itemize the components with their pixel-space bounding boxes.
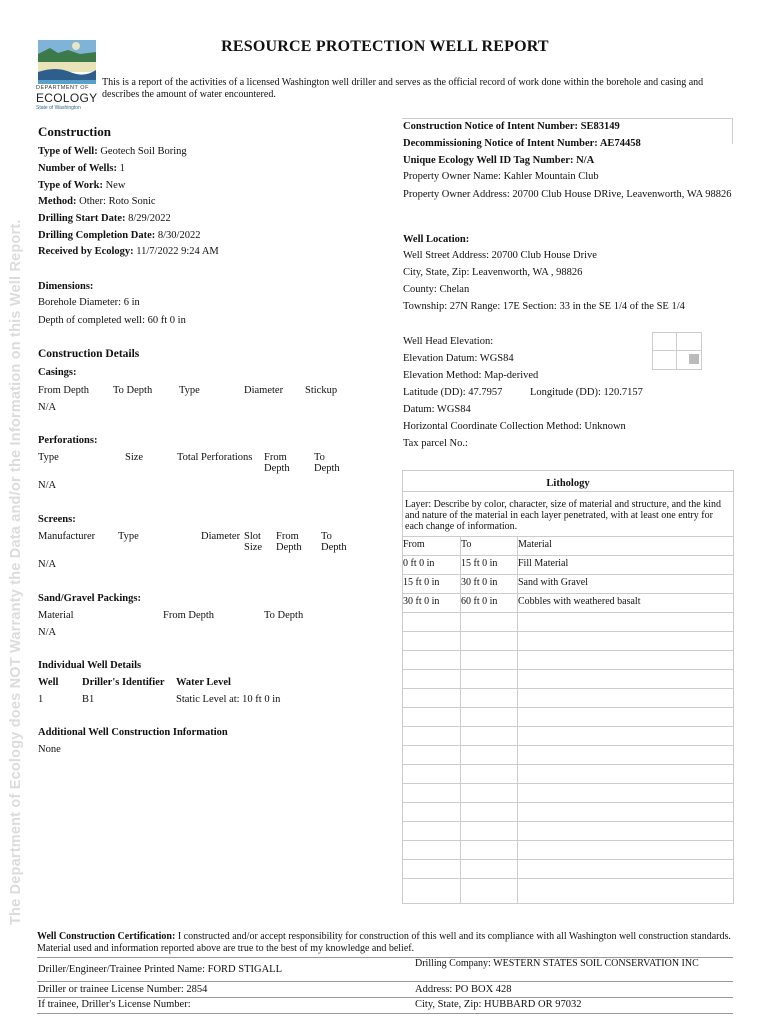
lithology-material: Sand with Gravel <box>518 577 588 588</box>
lithology-header-row <box>403 536 733 555</box>
perfs-header-from: From Depth <box>264 452 290 474</box>
section-grid <box>652 332 702 370</box>
screens-header-diameter: Diameter <box>201 531 241 542</box>
lithology-from: 15 ft 0 in <box>403 577 440 588</box>
screens-header-manufacturer: Manufacturer <box>38 531 96 542</box>
num-label: Number of Wells: <box>38 163 117 174</box>
intro-text: This is a report of the activities of a licensed Washington well driller and serves as the official record of work done within the borehole and casing and describes the amount of water encountered. <box>102 77 704 100</box>
certification-text <box>37 931 737 954</box>
lithology-to: 30 ft 0 in <box>461 577 498 588</box>
logo-line3: State of Washington <box>36 105 81 111</box>
footer-rule-2 <box>37 981 733 982</box>
tax-parcel: Tax parcel No.: <box>403 438 468 449</box>
table-row <box>403 688 733 707</box>
completed-depth: Depth of completed well: 60 ft 0 in <box>38 315 186 326</box>
lithology-heading: Lithology <box>403 471 733 492</box>
table-row <box>403 631 733 650</box>
table-row <box>403 555 733 574</box>
footer-rule-3 <box>37 997 733 998</box>
table-row <box>403 783 733 802</box>
lithology-description: Layer: Describe by color, character, size of material and structure, and the kind and nature of the material in each layer penetrated, with at least one entry for each change of information. <box>405 499 722 532</box>
received-date <box>38 246 219 257</box>
drilling-company: Drilling Company: WESTERN STATES SOIL CONSERVATION INC <box>415 958 699 969</box>
lithology-material: Cobbles with weathered basalt <box>518 596 641 607</box>
company-address: Address: PO BOX 428 <box>415 984 512 995</box>
individual-header-water: Water Level <box>176 677 231 688</box>
well-location-heading: Well Location: <box>403 234 470 245</box>
well-city: City, State, Zip: Leavenworth, WA , 98826 <box>403 267 583 278</box>
table-row <box>403 745 733 764</box>
work-value: New <box>105 180 126 191</box>
certification-label: Well Construction Certification: <box>37 931 176 942</box>
company-city: City, State, Zip: HUBBARD OR 97032 <box>415 999 582 1010</box>
lithology-material: Fill Material <box>518 558 569 569</box>
table-row <box>403 726 733 745</box>
individual-driller-id: B1 <box>82 694 95 705</box>
dimensions-heading: Dimensions: <box>38 281 94 292</box>
lithology-from: 30 ft 0 in <box>403 596 440 607</box>
logo-line1: DEPARTMENT OF <box>36 85 89 91</box>
grid-horizontal-line <box>653 350 701 351</box>
work-label: Type of Work: <box>38 180 103 191</box>
longitude: Longitude (DD): 120.7157 <box>530 387 643 398</box>
table-row <box>403 764 733 783</box>
num-value: 1 <box>119 163 125 174</box>
casings-header-type: Type <box>179 385 200 396</box>
sand-header-from: From Depth <box>163 610 215 621</box>
construction-details-heading: Construction Details <box>38 348 140 360</box>
lithology-to: 15 ft 0 in <box>461 558 498 569</box>
additional-value: None <box>38 744 61 755</box>
screens-header-to: To Depth <box>321 531 347 553</box>
well-street: Well Street Address: 20700 Club House Drive <box>403 250 597 261</box>
trainee-license: If trainee, Driller's License Number: <box>38 999 191 1010</box>
sand-label: Sand/Gravel Packings: <box>38 593 141 604</box>
table-row <box>403 878 733 897</box>
certification-body: I constructed and/or accept responsibility for construction of this well and its compliance with all Washington well construction standards. Material used and information reported above are true to the best of my knowledge and belief. <box>37 931 731 954</box>
method-label: Method: <box>38 196 77 207</box>
perfs-header-size: Size <box>125 452 144 463</box>
comp-value: 8/30/2022 <box>157 230 201 241</box>
screens-value: N/A <box>38 559 57 570</box>
lithology-from: 0 ft 0 in <box>403 558 435 569</box>
number-of-wells <box>38 163 125 174</box>
screens-header-from: From Depth <box>276 531 302 553</box>
sand-header-to: To Depth <box>264 610 304 621</box>
lithology-header-to: To <box>461 539 472 550</box>
lithology-header-material: Material <box>518 539 552 550</box>
sand-header-material: Material <box>38 610 74 621</box>
sand-value: N/A <box>38 627 57 638</box>
perforations-label: Perforations: <box>38 435 98 446</box>
logo-line2: ECOLOGY <box>36 91 98 105</box>
driller-printed-name: Driller/Engineer/Trainee Printed Name: FORD STIGALL <box>38 964 282 975</box>
perfs-header-type: Type <box>38 452 59 463</box>
casings-label: Casings: <box>38 367 77 378</box>
perfs-header-to: To Depth <box>314 452 340 474</box>
method-value: Other: Roto Sonic <box>79 196 156 207</box>
table-row <box>403 612 733 631</box>
grid-vertical-line <box>676 333 677 369</box>
screens-header-slot: Slot Size <box>244 531 263 553</box>
recv-label: Received by Ecology: <box>38 246 134 257</box>
table-row <box>403 859 733 878</box>
table-row <box>403 669 733 688</box>
type-of-work <box>38 180 125 191</box>
lithology-to: 60 ft 0 in <box>461 596 498 607</box>
individual-well-num: 1 <box>38 694 44 705</box>
elevation-method: Elevation Method: Map-derived <box>403 370 539 381</box>
individual-header-identifier: Driller's Identifier <box>82 677 165 688</box>
type-label: Type of Well: <box>38 146 98 157</box>
construction-heading: Construction <box>38 124 111 139</box>
property-owner-address: Property Owner Address: 20700 Club House DRive, Leavenworth, WA 98826 <box>403 189 732 200</box>
footer-rule-4 <box>37 1013 733 1014</box>
table-row <box>403 802 733 821</box>
horizontal-method: Horizontal Coordinate Collection Method: Unknown <box>403 421 626 432</box>
notice-number: Construction Notice of Intent Number: SE83149 <box>403 121 620 132</box>
grid-location-marker <box>689 354 699 364</box>
completion-date <box>38 230 200 241</box>
borehole-diameter: Borehole Diameter: 6 in <box>38 297 140 308</box>
table-row <box>403 593 733 612</box>
well-county: County: Chelan <box>403 284 470 295</box>
perfs-header-total: Total Perforations <box>177 452 253 463</box>
well-head-elevation: Well Head Elevation: <box>403 336 494 347</box>
driller-license: Driller or trainee License Number: 2854 <box>38 984 208 995</box>
method <box>38 196 156 207</box>
comp-label: Drilling Completion Date: <box>38 230 156 241</box>
individual-header-well: Well <box>38 677 59 688</box>
start-value: 8/29/2022 <box>128 213 171 224</box>
additional-heading: Additional Well Construction Information <box>38 727 228 738</box>
watermark-text: The Department of Ecology does NOT Warranty the Data and/or the Information on this Well Report. <box>8 219 24 925</box>
township-range: Township: 27N Range: 17E Section: 33 in the SE 1/4 of the SE 1/4 <box>403 301 685 312</box>
casings-header-to: To Depth <box>113 385 153 396</box>
datum: Datum: WGS84 <box>403 404 471 415</box>
decommission-number: Decommissioning Notice of Intent Number: AE74458 <box>403 138 641 149</box>
table-row <box>403 707 733 726</box>
screens-label: Screens: <box>38 514 76 525</box>
casings-header-diameter: Diameter <box>244 385 284 396</box>
ecology-tag: Unique Ecology Well ID Tag Number: N/A <box>403 155 595 166</box>
recv-value: 11/7/2022 9:24 AM <box>136 246 219 257</box>
table-row <box>403 840 733 859</box>
lithology-header-from: From <box>403 539 425 550</box>
casings-value: N/A <box>38 402 57 413</box>
casings-header-from: From Depth <box>38 385 90 396</box>
individual-water-level: Static Level at: 10 ft 0 in <box>176 694 281 705</box>
elevation-datum: Elevation Datum: WGS84 <box>403 353 514 364</box>
start-label: Drilling Start Date: <box>38 213 126 224</box>
table-row <box>403 574 733 593</box>
type-of-well <box>38 146 187 157</box>
latitude: Latitude (DD): 47.7957 <box>403 387 503 398</box>
table-row <box>403 821 733 840</box>
table-row <box>403 650 733 669</box>
individual-heading: Individual Well Details <box>38 660 142 671</box>
perforations-value: N/A <box>38 480 57 491</box>
screens-header-type: Type <box>118 531 139 542</box>
casings-header-stickup: Stickup <box>305 385 338 396</box>
start-date <box>38 213 171 224</box>
lithology-table <box>402 470 734 904</box>
page-title: RESOURCE PROTECTION WELL REPORT <box>221 38 549 55</box>
type-value: Geotech Soil Boring <box>100 146 187 157</box>
property-owner: Property Owner Name: Kahler Mountain Club <box>403 171 599 182</box>
